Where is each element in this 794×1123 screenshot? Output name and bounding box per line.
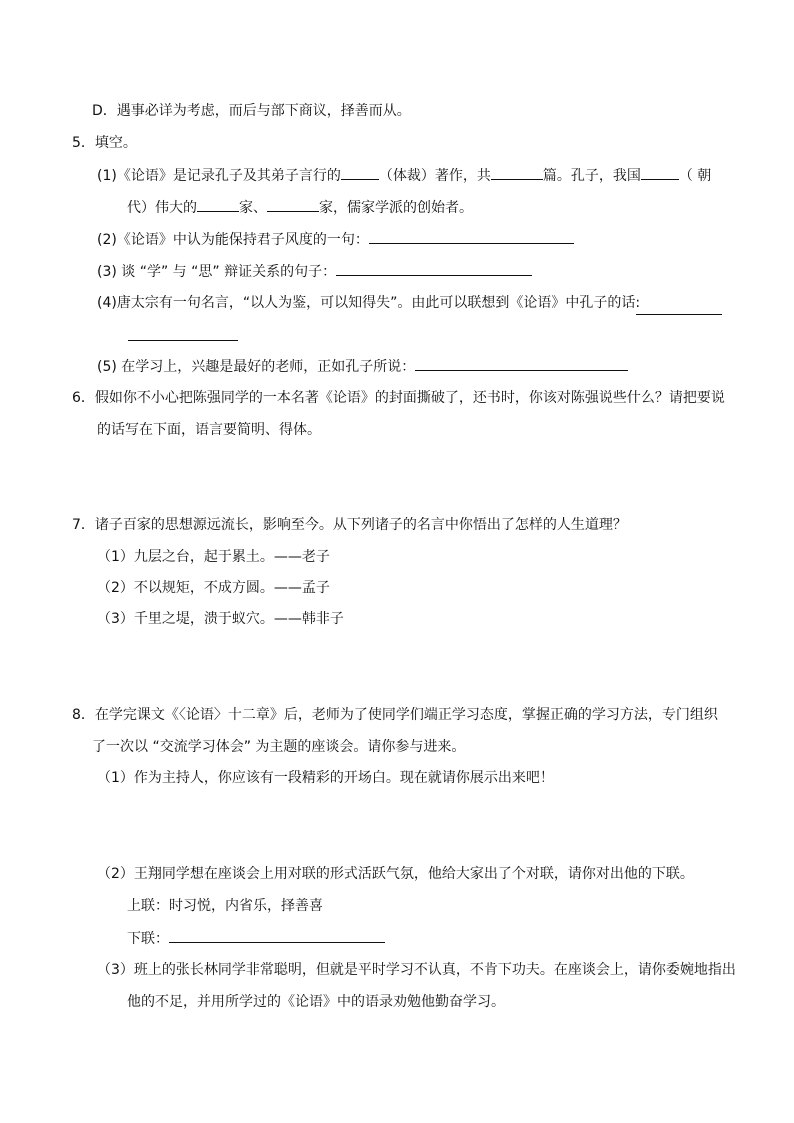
q8-sub-3-line-2: 他的不足，并用所学过的《论语》中的语录劝勉他勤奋学习。 xyxy=(127,994,505,1010)
q5-item-3: (3) 谈 “学” 与 “思” 辩证关系的句子： xyxy=(97,261,532,282)
answer-blank[interactable] xyxy=(641,165,679,180)
q6-line-2: 的话写在下面，语言要简明、得体。 xyxy=(97,422,321,438)
q5-title: 5．填空。 xyxy=(72,135,137,151)
q5-item-1-line-1: (1)《论语》是记录孔子及其弟子言行的 （体裁）著作，共 篇。孔子，我国 （ 朝 xyxy=(97,165,711,186)
answer-blank[interactable] xyxy=(491,165,543,180)
q8-sub-1: （1）作为主持人，你应该有一段精彩的开场白。现在就请你展示出来吧！ xyxy=(97,770,554,786)
q7-item-3: （3）千里之堤，溃于蚁穴。——韩非子 xyxy=(97,611,344,627)
q5-item-2: (2)《论语》中认为能保持君子风度的一句： xyxy=(97,229,574,250)
answer-blank[interactable] xyxy=(415,356,628,371)
couplet-lower: 下联： xyxy=(127,928,385,949)
q7-item-2: （2）不以规矩，不成方圆。——孟子 xyxy=(97,580,330,596)
q8-sub-3-line-1: （3）班上的张长林同学非常聪明，但就是平时学习不认真，不肯下功夫。在座谈会上，请你委婉地指出 xyxy=(97,962,736,978)
answer-blank[interactable] xyxy=(169,928,385,943)
q7-item-1: （1）九层之台，起于累土。——老子 xyxy=(97,549,330,565)
answer-blank[interactable] xyxy=(369,229,574,244)
q8-line-1: 8．在学完课文《〈论语〉十二章》后，老师为了使同学们端正学习态度，掌握正确的学习方法，专门组织 xyxy=(72,707,718,723)
answer-blank[interactable] xyxy=(341,165,379,180)
answer-blank[interactable] xyxy=(197,197,239,212)
q5-item-5: (5) 在学习上，兴趣是最好的老师，正如孔子所说： xyxy=(97,356,628,377)
q5-item-4: (4)唐太宗有一句名言，“以人为鉴，可以知得失”。由此可以联想到《论语》中孔子的话: xyxy=(97,295,641,311)
couplet-upper: 上联：时习悦，内省乐，择善喜 xyxy=(127,898,323,914)
q5-item-1-line-2: 代）伟大的 家、 家，儒家学派的创始者。 xyxy=(127,197,473,218)
answer-blank[interactable] xyxy=(336,261,532,276)
q7-title: 7．诸子百家的思想源远流长，影响至今。从下列诸子的名言中你悟出了怎样的人生道理？ xyxy=(72,517,627,533)
answer-blank[interactable] xyxy=(636,300,722,315)
q4-option-d: D．遇事必详为考虑，而后与部下商议，择善而从。 xyxy=(92,103,411,119)
q8-line-2: 了一次以 “交流学习体会” 为主题的座谈会。请你参与进来。 xyxy=(92,739,466,755)
answer-blank[interactable] xyxy=(267,197,319,212)
answer-blank[interactable] xyxy=(128,326,238,341)
q8-sub-2: （2）王翔同学想在座谈会上用对联的形式活跃气氛，他给大家出了个对联，请你对出他的下联。 xyxy=(97,866,694,882)
q6-line-1: 6．假如你不小心把陈强同学的一本名著《论语》的封面撕破了，还书时，你该对陈强说些什么？请把要说 xyxy=(72,390,725,406)
